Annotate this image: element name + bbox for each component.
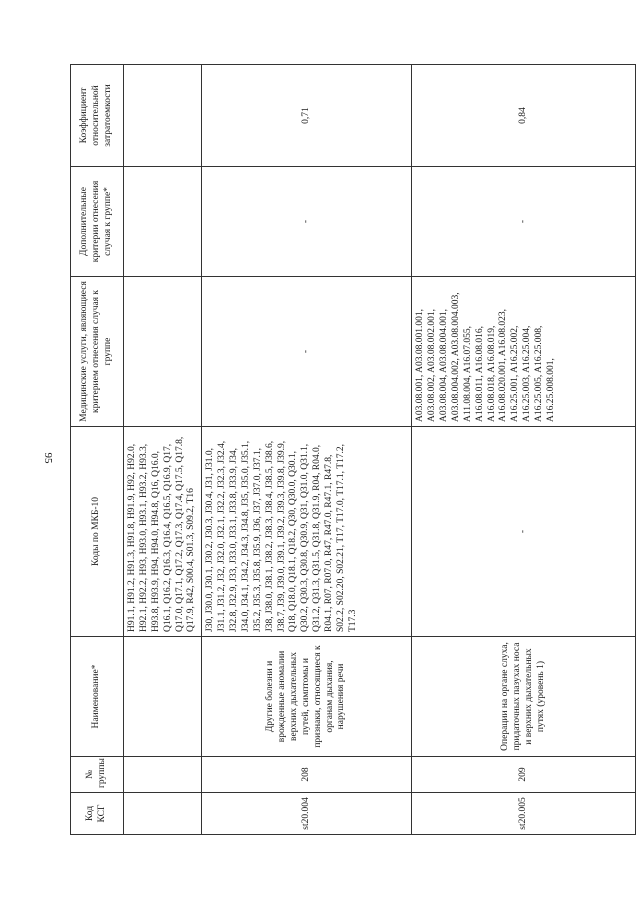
- cell-criteria: -: [202, 167, 412, 277]
- table-row: [124, 65, 202, 835]
- cell-group: 208: [202, 757, 412, 793]
- cell-code: [124, 793, 202, 835]
- cell-icd: -: [412, 427, 636, 637]
- cell-name: Операции на органе слуха, придаточных пазухах носа и верхних дыхательных путях (уровень 1): [412, 637, 636, 757]
- cell-services: A03.08.001, A03.08.001.001, A03.08.002, A03.08.002.001, A03.08.004, A03.08.004.001, A03.08.004.002, A03.08.004.003, A11.08.004, A16.07.055, A16.08.011, A16.08.016, A16.08.018, A16.08.019, A16.08.020.001, A16.08.023, A16.25.001, A16.25.002, A16.25.003, A16.25.004, A16.25.005, A16.25.008, A16.25.008.001,: [412, 277, 636, 427]
- cell-coef: [124, 65, 202, 167]
- cell-icd: H91.1, H91.2, H91.3, H91.8, H91.9, H92, H92.0, H92.1, H92.2, H93, H93.0, H93.1, H93.2, H93.3, H93.8, H93.9, H94, H94.0, H94.8, Q16, Q16.0, Q16.1, Q16.2, Q16.3, Q16.4, Q16.5, Q16.9, Q17, Q17.0, Q17.1, Q17.2, Q17.3, Q17.4, Q17.5, Q17.8, Q17.9, R42, S00.4, S01.3, S09.2, T16: [124, 427, 202, 637]
- cell-criteria: [124, 167, 202, 277]
- cell-group: [124, 757, 202, 793]
- cell-name: [124, 637, 202, 757]
- cell-icd: J30, J30.0, J30.1, J30.2, J30.3, J30.4, J31, J31.0, J31.1, J31.2, J32, J32.0, J32.1, J32.2, J32.3, J32.4, J32.8, J32.9, J33, J33.0, J33.1, J33.8, J33.9, J34, J34.0, J34.1, J34.2, J34.3, J34.8, J35, J35.0, J35.1, J35.2, J35.3, J35.8, J35.9, J36, J37, J37.0, J37.1, J38, J38.0, J38.1, J38.2, J38.3, J38.4, J38.5, J38.6, J38.7, J39, J39.0, J39.1, J39.2, J39.3, J39.8, J39.9, Q18, Q18.0, Q18.1, Q18.2, Q30, Q30.0, Q30.1, Q30.2, Q30.3, Q30.8, Q30.9, Q31, Q31.0, Q31.1, Q31.2, Q31.3, Q31.5, Q31.8, Q31.9, R04, R04.0, R04.1, R07, R07.0, R47, R47.0, R47.1, R47.8, S02.2, S02.20, S02.21, T17, T17.0, T17.1, T17.2, T17.3: [202, 427, 412, 637]
- page-number: 95: [42, 452, 54, 464]
- cell-services: [124, 277, 202, 427]
- table-header-row: [71, 65, 124, 835]
- ksg-table: [70, 64, 636, 835]
- cell-criteria: -: [412, 167, 636, 277]
- cell-coef: 0,71: [202, 65, 412, 167]
- table-row: [202, 65, 412, 835]
- rotated-table-wrapper: [70, 65, 590, 835]
- cell-coef: 0,84: [412, 65, 636, 167]
- cell-code: st20.005: [412, 793, 636, 835]
- header-name: Наименование*: [71, 637, 124, 757]
- header-services: Медицинские услуги, являющиеся критерием отнесения случая к группе: [71, 277, 124, 427]
- header-criteria: Дополнительные критерии отнесения случая к группе*: [71, 167, 124, 277]
- table-row: [412, 65, 636, 835]
- header-group: № группы: [71, 757, 124, 793]
- cell-group: 209: [412, 757, 636, 793]
- cell-code: st20.004: [202, 793, 412, 835]
- header-code: Код КСГ: [71, 793, 124, 835]
- cell-services: -: [202, 277, 412, 427]
- cell-name: Другие болезни и врожденные аномалии верхних дыхательных путей, симптомы и признаки, относящиеся к органам дыхания, нарушения речи: [202, 637, 412, 757]
- header-coef: Коэффициент относительной затратоемкости: [71, 65, 124, 167]
- header-icd: Коды по МКБ-10: [71, 427, 124, 637]
